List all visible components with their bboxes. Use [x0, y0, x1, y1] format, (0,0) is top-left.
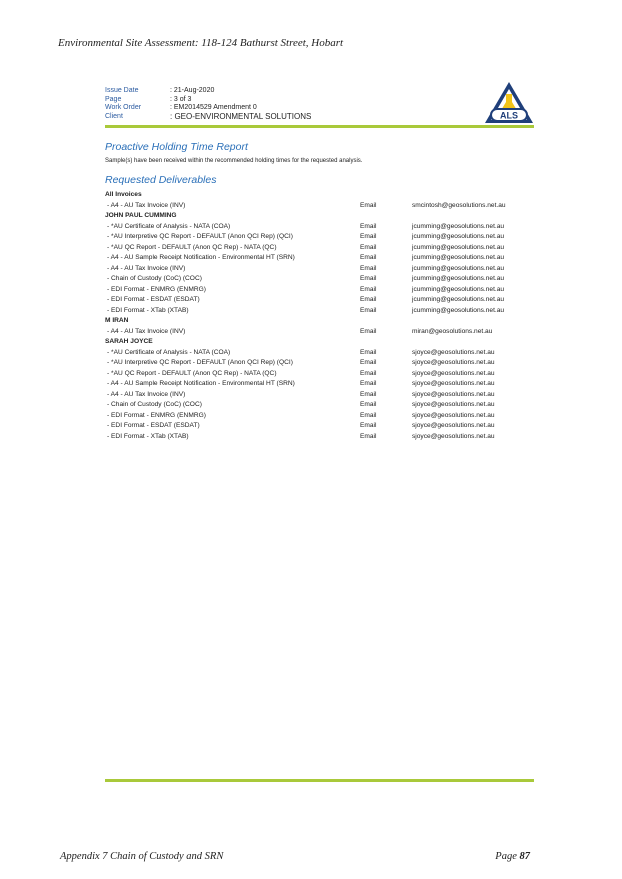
deliverable-row [105, 232, 525, 243]
deliverable-email: sjoyce@geosolutions.net.au [412, 401, 495, 408]
deliverable-method: Email [360, 380, 377, 387]
deliverable-label: - *AU QC Report - DEFAULT (Anon QC Rep) - NATA (QC) [107, 243, 277, 251]
deliverable-group-name: M IRAN [105, 317, 129, 324]
deliverable-email: sjoyce@geosolutions.net.au [412, 432, 495, 440]
deliverable-email: sjoyce@geosolutions.net.au [412, 422, 495, 429]
deliverable-row [105, 327, 525, 338]
deliverable-method: Email [360, 348, 377, 356]
deliverable-email: jcumming@geosolutions.net.au [412, 243, 505, 251]
deliverables-title: Requested Deliverables [105, 174, 217, 186]
page-label: Page [495, 851, 517, 862]
deliverable-row [105, 222, 525, 233]
deliverable-method: Email [360, 285, 377, 293]
page-number [495, 851, 530, 862]
deliverable-label: - *AU QC Report - DEFAULT (Anon QC Rep) - NATA (QC) [107, 369, 277, 377]
deliverable-method: Email [360, 422, 377, 429]
deliverable-label: - *AU Certificate of Analysis - NATA (COA) [107, 348, 231, 356]
deliverable-label: - EDI Format - ENMRG (ENMRG) [107, 411, 206, 419]
deliverable-label: - A4 - AU Tax Invoice (INV) [107, 264, 186, 272]
deliverable-method: Email [360, 390, 377, 398]
deliverable-row [105, 306, 525, 317]
deliverable-label: - EDI Format - ESDAT (ESDAT) [107, 296, 200, 303]
deliverable-email: miran@geosolutions.net.au [412, 327, 493, 335]
deliverable-email: jcumming@geosolutions.net.au [412, 233, 505, 240]
deliverable-row [105, 285, 525, 296]
running-footer: Appendix 7 Chain of Custody and SRN [60, 851, 224, 862]
deliverable-email: jcumming@geosolutions.net.au [412, 222, 505, 230]
deliverable-row [105, 201, 525, 212]
deliverable-label: - Chain of Custody (CoC) (COC) [107, 275, 202, 282]
deliverable-email: jcumming@geosolutions.net.au [412, 296, 505, 303]
meta-value: : GEO-ENVIRONMENTAL SOLUTIONS [170, 111, 312, 121]
deliverable-group-name: All Invoices [105, 191, 142, 198]
deliverable-email: sjoyce@geosolutions.net.au [412, 390, 495, 398]
meta-value: : 21-Aug-2020 [170, 87, 215, 94]
meta-issue-date [105, 87, 311, 96]
deliverable-row [105, 274, 525, 285]
deliverable-row [105, 400, 525, 411]
report-intro: Sample(s) have been received within the recommended holding times for the requested analysis. [105, 158, 363, 164]
deliverable-email: jcumming@geosolutions.net.au [412, 264, 505, 272]
deliverable-email: sjoyce@geosolutions.net.au [412, 348, 495, 356]
deliverable-row [105, 264, 525, 275]
meta-client [105, 113, 311, 122]
page-number-value: 87 [519, 851, 530, 862]
deliverable-email: jcumming@geosolutions.net.au [412, 254, 505, 261]
meta-label: Page [105, 95, 122, 103]
deliverable-group-name: SARAH JOYCE [105, 338, 153, 345]
deliverable-email: jcumming@geosolutions.net.au [412, 306, 505, 314]
deliverable-method: Email [360, 201, 377, 209]
deliverable-row [105, 358, 525, 369]
deliverable-method: Email [360, 264, 377, 272]
deliverable-method: Email [360, 275, 377, 282]
deliverable-row [105, 390, 525, 401]
report-meta [105, 87, 311, 121]
deliverable-email: sjoyce@geosolutions.net.au [412, 369, 495, 377]
meta-label: Client [105, 112, 123, 120]
deliverable-email: smcintosh@geosolutions.net.au [412, 201, 506, 209]
deliverable-label: - Chain of Custody (CoC) (COC) [107, 401, 202, 408]
deliverable-method: Email [360, 233, 377, 240]
meta-label: Issue Date [105, 87, 139, 94]
deliverable-label: - A4 - AU Tax Invoice (INV) [107, 201, 186, 209]
deliverable-label: - EDI Format - XTab (XTAB) [107, 306, 189, 314]
deliverable-label: - EDI Format - ENMRG (ENMRG) [107, 285, 206, 293]
deliverable-method: Email [360, 306, 377, 314]
deliverable-label: - A4 - AU Sample Receipt Notification - Environmental HT (SRN) [107, 380, 295, 387]
deliverable-row [105, 295, 525, 306]
top-rule [105, 125, 534, 128]
deliverable-label: - A4 - AU Tax Invoice (INV) [107, 390, 186, 398]
deliverable-label: - EDI Format - ESDAT (ESDAT) [107, 422, 200, 429]
deliverable-email: jcumming@geosolutions.net.au [412, 275, 505, 282]
deliverable-label: - EDI Format - XTab (XTAB) [107, 432, 189, 440]
deliverable-label: - A4 - AU Sample Receipt Notification - Environmental HT (SRN) [107, 254, 295, 261]
logo-text: ALS [500, 110, 518, 121]
deliverable-row [105, 253, 525, 264]
deliverable-method: Email [360, 222, 377, 230]
deliverable-method: Email [360, 243, 377, 251]
report-title: Proactive Holding Time Report [105, 141, 248, 153]
deliverable-row [105, 348, 525, 359]
deliverable-email: sjoyce@geosolutions.net.au [412, 359, 495, 366]
deliverable-row [105, 432, 525, 443]
deliverable-label: - *AU Certificate of Analysis - NATA (COA) [107, 222, 231, 230]
deliverable-method: Email [360, 359, 377, 366]
bottom-rule [105, 779, 534, 782]
deliverable-email: sjoyce@geosolutions.net.au [412, 411, 495, 419]
running-header: Environmental Site Assessment: 118-124 Bathurst Street, Hobart [58, 37, 344, 49]
meta-value: : 3 of 3 [170, 95, 192, 103]
deliverable-method: Email [360, 369, 377, 377]
meta-page [105, 96, 311, 105]
deliverable-method: Email [360, 296, 377, 303]
deliverable-email: jcumming@geosolutions.net.au [412, 285, 505, 293]
deliverable-label: - *AU Interpretive QC Report - DEFAULT (Anon QCI Rep) (QCI) [107, 233, 293, 240]
deliverable-row [105, 369, 525, 380]
deliverable-row [105, 421, 525, 432]
deliverable-label: - *AU Interpretive QC Report - DEFAULT (Anon QCI Rep) (QCI) [107, 359, 293, 366]
deliverables-list [105, 190, 525, 442]
deliverable-method: Email [360, 327, 377, 335]
deliverable-method: Email [360, 254, 377, 261]
deliverable-row [105, 411, 525, 422]
deliverable-method: Email [360, 432, 377, 440]
meta-value: : EM2014529 Amendment 0 [170, 104, 257, 111]
deliverable-row [105, 379, 525, 390]
deliverable-method: Email [360, 411, 377, 419]
deliverable-label: - A4 - AU Tax Invoice (INV) [107, 327, 186, 335]
als-flask-logo-icon [483, 80, 535, 126]
meta-label: Work Order [105, 104, 142, 111]
deliverable-group-name: JOHN PAUL CUMMING [105, 212, 177, 219]
deliverable-row [105, 243, 525, 254]
deliverable-method: Email [360, 401, 377, 408]
deliverable-email: sjoyce@geosolutions.net.au [412, 380, 495, 387]
